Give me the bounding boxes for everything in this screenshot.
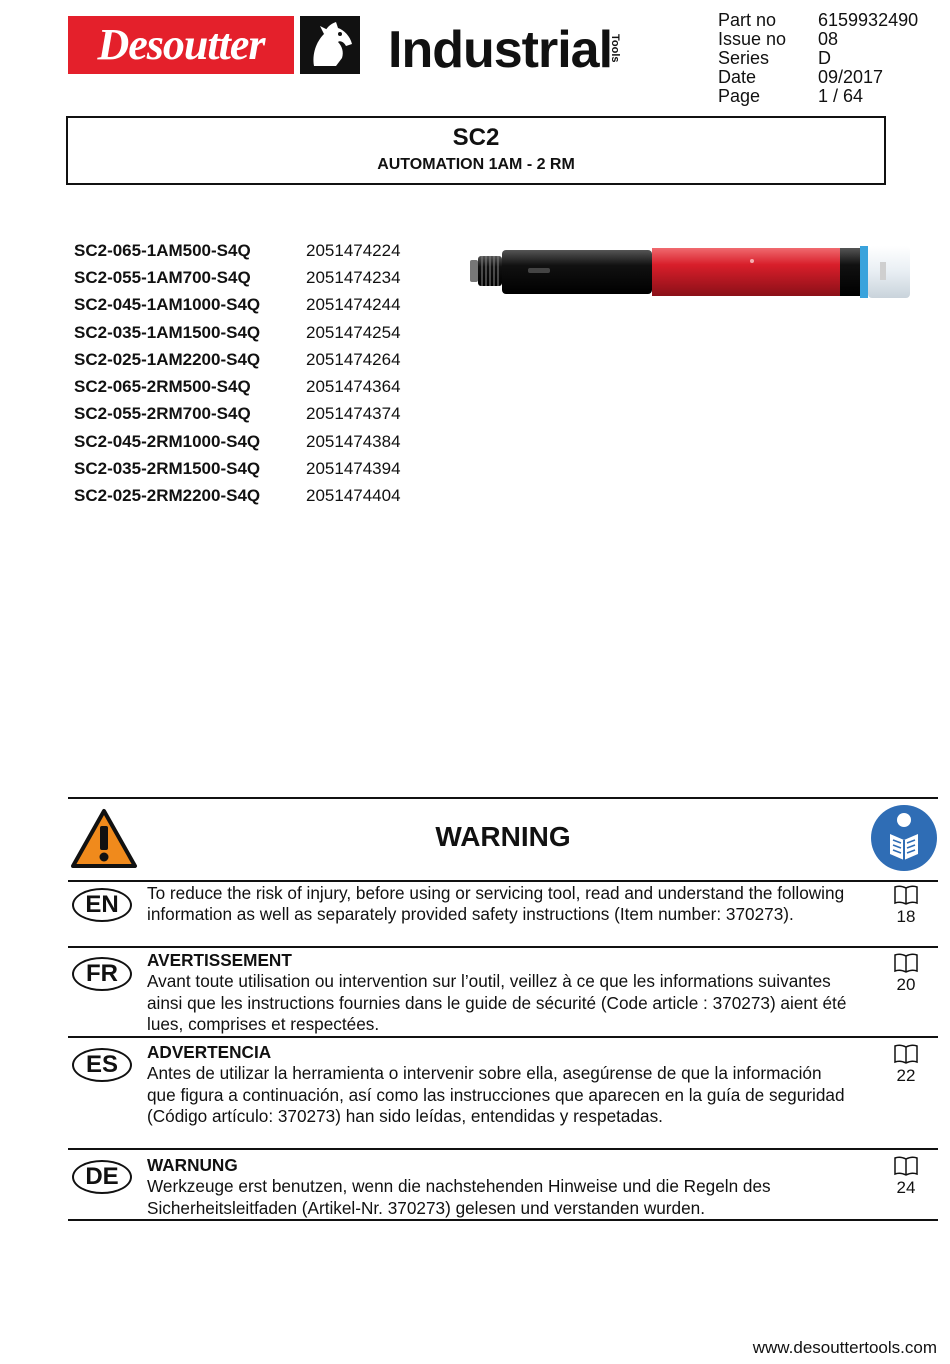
warning-text bbox=[147, 1155, 847, 1219]
document-meta bbox=[718, 11, 918, 106]
warning-text bbox=[147, 950, 847, 1035]
list-item: SC2-055-1AM700-S4Q 2051474234 bbox=[74, 267, 401, 287]
product-line-suffix: Tools bbox=[609, 34, 621, 63]
language-badge: FR bbox=[72, 957, 132, 991]
list-item: SC2-065-2RM500-S4Q 2051474364 bbox=[74, 377, 401, 397]
book-icon bbox=[893, 1044, 919, 1064]
warning-text bbox=[147, 883, 847, 926]
list-item: SC2-045-1AM1000-S4Q 2051474244 bbox=[74, 295, 401, 315]
list-item: SC2-025-1AM2200-S4Q 2051474264 bbox=[74, 349, 401, 369]
warning-body: Werkzeuge erst benutzen, wenn die nachstehenden Hinweise und die Regeln des Sicherheitsleitfaden (Artikel-Nr. 370273) gelesen und verstanden wurden. bbox=[147, 1176, 771, 1218]
warning-body: Antes de utilizar la herramienta o intervenir sobre ella, asegúrense de que la información que figura a continuación, así como las instrucciones que aparecen en la guía de seguridad (Código artículo: 370273) han sido leídas, entendidas y respetadas. bbox=[147, 1063, 845, 1126]
list-item: SC2-065-1AM500-S4Q 2051474224 bbox=[74, 240, 401, 260]
list-item: SC2-025-2RM2200-S4Q 2051474404 bbox=[74, 486, 401, 506]
read-manual-icon bbox=[870, 804, 938, 872]
language-badge: ES bbox=[72, 1048, 132, 1082]
list-item: SC2-035-1AM1500-S4Q 2051474254 bbox=[74, 322, 401, 342]
title-box bbox=[66, 116, 886, 185]
product-line: Industrial bbox=[388, 21, 613, 79]
warning-heading: ADVERTENCIA bbox=[147, 1042, 272, 1062]
book-icon bbox=[893, 1156, 919, 1176]
warning-title: WARNING bbox=[435, 821, 571, 852]
meta-date: Date 09/2017 bbox=[718, 67, 884, 87]
tool-image bbox=[468, 238, 912, 304]
warning-body: Avant toute utilisation ou intervention sur l’outil, veillez à ce que les informations suivantes ainsi que les instructions fournies dans le guide de sécurité (Code article : 370273) aient été lues, comprises et respectées. bbox=[147, 971, 847, 1034]
warning-text bbox=[147, 1042, 847, 1127]
list-item: SC2-035-2RM1500-S4Q 2051474394 bbox=[74, 459, 401, 479]
list-item: SC2-045-2RM1000-S4Q 2051474384 bbox=[74, 431, 401, 451]
page-reference bbox=[888, 1156, 924, 1198]
horse-logo-icon bbox=[300, 16, 360, 74]
model-list bbox=[74, 237, 401, 510]
warning-top-rule bbox=[68, 797, 938, 799]
page-reference bbox=[888, 885, 924, 927]
warning-section-en bbox=[68, 880, 938, 948]
book-icon bbox=[893, 953, 919, 973]
warning-body: To reduce the risk of injury, before using or servicing tool, read and understand the following information as well as separately provided safety instructions (Item number: 370273). bbox=[147, 883, 845, 925]
page-number: 18 bbox=[896, 907, 916, 926]
page-subtitle: AUTOMATION 1AM - 2 RM bbox=[377, 156, 575, 173]
language-badge: DE bbox=[72, 1160, 132, 1194]
warning-heading: AVERTISSEMENT bbox=[147, 950, 292, 970]
page-number: 22 bbox=[896, 1066, 916, 1085]
page-reference bbox=[888, 1044, 924, 1086]
warning-section-es bbox=[68, 1036, 938, 1150]
list-item: SC2-055-2RM700-S4Q 2051474374 bbox=[74, 404, 401, 424]
brand-logo bbox=[68, 16, 294, 74]
footer-url[interactable]: www.desouttertools.com bbox=[752, 1338, 937, 1357]
warning-bottom-rule bbox=[68, 1219, 938, 1221]
warning-heading: WARNUNG bbox=[147, 1155, 238, 1175]
book-icon bbox=[893, 885, 919, 905]
page-reference bbox=[888, 953, 924, 995]
page-number: 24 bbox=[896, 1178, 916, 1197]
meta-series: Series D bbox=[718, 48, 831, 68]
warning-section-fr bbox=[68, 946, 938, 1038]
warning-section-de bbox=[68, 1148, 938, 1221]
language-badge: EN bbox=[72, 888, 132, 922]
meta-issue-no: Issue no 08 bbox=[718, 29, 839, 49]
brand-name: Desoutter bbox=[97, 20, 265, 69]
meta-page: Page 1 / 64 bbox=[718, 86, 864, 106]
meta-part-no: Part no 6159932490 bbox=[718, 10, 919, 30]
page-title: SC2 bbox=[452, 124, 500, 151]
page-number: 20 bbox=[896, 975, 916, 994]
